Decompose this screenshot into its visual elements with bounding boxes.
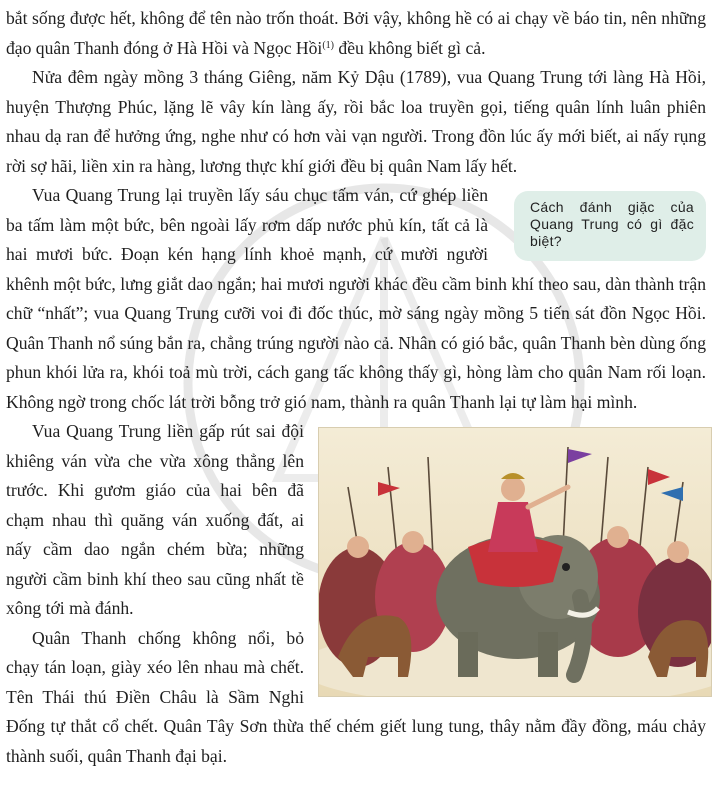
- paragraph-1-tail: đều không biết gì cả.: [334, 37, 486, 58]
- paragraph-5: Quân Thanh chống không nổi, bỏ chạy tán loạn, giày xéo lên nhau mà chết. Tên Thái thú Điền Châu là Sầm Nghi Đống tự thắt cổ chết. Quân Tây Sơn thừa thế chém giết lung tung, thây nằm đầy đồng, máu chảy thành suối, quân Thanh đại bại.: [6, 627, 706, 766]
- side-question-box: [514, 191, 706, 261]
- paragraph-1-text: bắt sống được hết, không để tên nào trốn thoát. Bởi vậy, không hề có ai chạy về báo tin, nên những đạo quân Thanh đóng ở Hà Hồi và Ngọc Hồi: [6, 8, 706, 58]
- paragraph-1: [6, 4, 706, 63]
- side-question-text: Cách đánh giặc của Quang Trung có gì đặc biệt?: [530, 199, 694, 249]
- footnote-marker: (1): [322, 39, 334, 51]
- paragraph-2: Nửa đêm ngày mồng 3 tháng Giêng, năm Kỷ Dậu (1789), vua Quang Trung tới làng Hà Hồi, huyện Thượng Phúc, lặng lẽ vây kín làng ấy, rồi bắc loa truyền gọi, tiếng quân lính luân phiên nhau dạ ran để hưởng ứng, nghe như có hơn vài vạn người. Trong đồn lúc ấy mới biết, ai nấy rụng rời sợ hãi, liền xin ra hàng, lương thực khí giới đều bị quân Nam lấy hết.: [6, 67, 706, 176]
- paragraph-4: Vua Quang Trung liền gấp rút sai đội khiêng ván vừa che vừa xông thẳng lên trước. Khi gươm giáo của hai bên đã chạm nhau thì quăng ván xuống đất, ai nấy cầm dao ngắn chém bừa; những người cầm binh khí theo sau cũng nhất tề xông tới mà đánh.: [6, 421, 304, 618]
- battle-illustration: [318, 427, 712, 697]
- battle-scene-image: [318, 427, 712, 697]
- paragraph-3: Vua Quang Trung lại truyền lấy sáu chục tấm ván, cứ ghép liền ba tấm làm một bức, bên ngoài lấy rơm dấp nước phủ kín, tất cả là hai mươi bức. Đoạn kén hạng lính khoẻ mạnh, cứ mười người khênh một bức, lưng giắt dao ngắn; hai mươi người khác đều cầm binh khí theo sau, dàn thành trận chữ “nhất”; vua Quang Trung cưỡi voi đi đốc thúc, mờ sáng ngày mồng 5 tiến sát đồn Ngọc Hồi. Quân Thanh nổ súng bắn ra, chẳng trúng người nào cả. Nhân có gió bắc, quân Thanh bèn dùng ống phun khói lửa ra, khói toả mù trời, cách gang tấc không thấy gì, hòng làm cho quân Nam rối loạn. Không ngờ trong chốc lát trời bỗng trở gió nam, thành ra quân Thanh lại tự làm hại mình.: [6, 185, 706, 412]
- document-page: [6, 4, 706, 771]
